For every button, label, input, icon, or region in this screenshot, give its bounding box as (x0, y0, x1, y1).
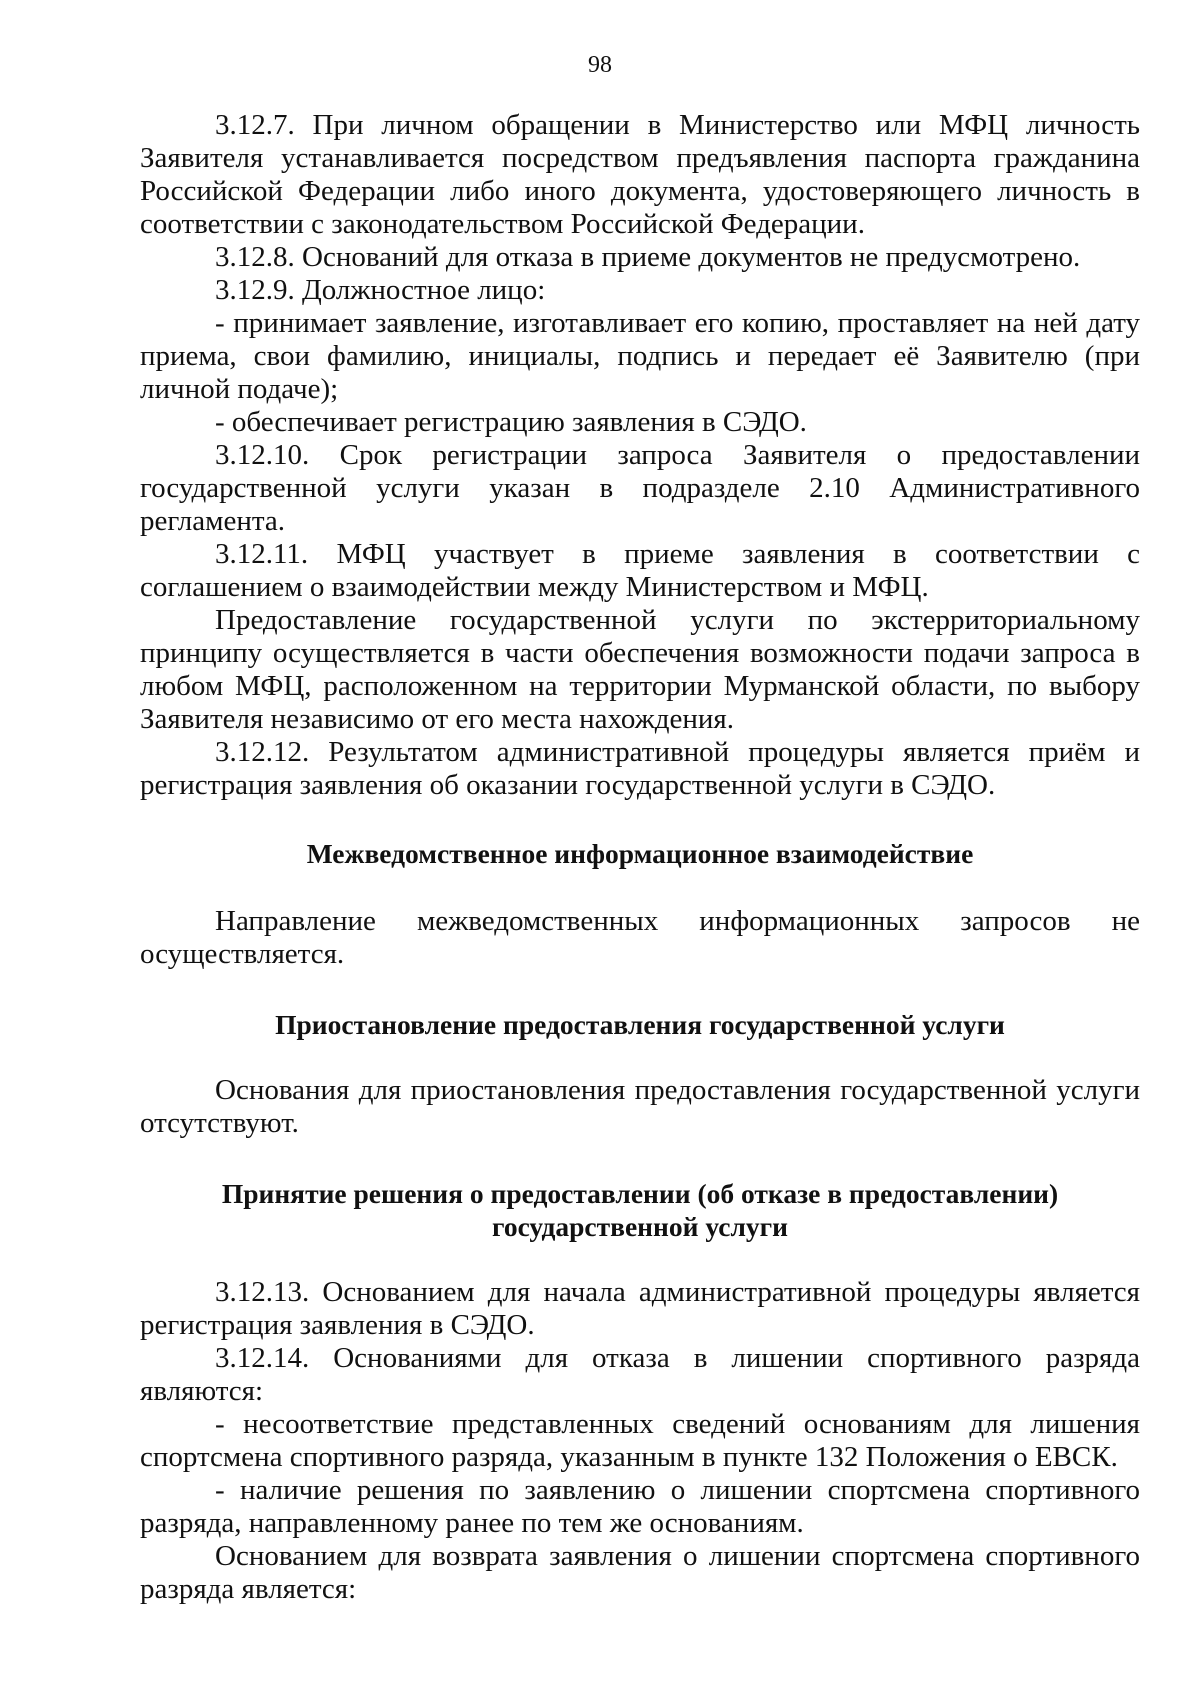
paragraph-suspension: Основания для приостановления предоставления государственной услуги отсутствуют. (140, 1074, 1140, 1139)
list-item: - принимает заявление, изготавливает его копию, проставляет на ней дату приема, свои фамилию, инициалы, подпись и передает её Заявителю (при личной подаче); (140, 307, 1140, 405)
heading-suspension: Приостановление предоставления государственной услуги (275, 1009, 1005, 1040)
heading-interagency: Межведомственное информационное взаимодействие (306, 838, 974, 869)
heading-decision (140, 1177, 1140, 1243)
paragraph-3-12-7: 3.12.7. При личном обращении в Министерство или МФЦ личность Заявителя устанавливается посредством предъявления паспорта гражданина Российской Федерации либо иного документа, удостоверяющего личность в соответствии с законодательством Российской Федерации. (140, 109, 1140, 240)
paragraph-interagency: Направление межведомственных информационных запросов не осуществляется. (140, 905, 1140, 970)
heading-decision-line-1: Принятие решения о предоставлении (об отказе в предоставлении) (221, 1178, 1059, 1209)
paragraph-return: Основанием для возврата заявления о лишении спортсмена спортивного разряда является: (140, 1540, 1140, 1605)
paragraph-3-12-10: 3.12.10. Срок регистрации запроса Заявителя о предоставлении государственной услуги указан в подразделе 2.10 Административного регламента. (140, 439, 1140, 537)
paragraph-3-12-8: 3.12.8. Оснований для отказа в приеме документов не предусмотрено. (215, 241, 1081, 273)
paragraph-3-12-9: 3.12.9. Должностное лицо: (215, 274, 546, 306)
paragraph-3-12-13: 3.12.13. Основанием для начала административной процедуры является регистрация заявления в СЭДО. (140, 1276, 1140, 1341)
list-item: - обеспечивает регистрацию заявления в СЭДО. (215, 406, 807, 438)
paragraph-3-12-11: 3.12.11. МФЦ участвует в приеме заявления в соответствии с соглашением о взаимодействии между Министерством и МФЦ. (140, 538, 1140, 603)
paragraph-3-12-14: 3.12.14. Основаниями для отказа в лишении спортивного разряда являются: (140, 1342, 1140, 1407)
list-item: - несоответствие представленных сведений основаниям для лишения спортсмена спортивного разряда, указанным в пункте 132 Положения о ЕВСК. (140, 1408, 1140, 1473)
paragraph-extraterritorial: Предоставление государственной услуги по экстерриториальному принципу осуществляется в части обеспечения возможности подачи запроса в любом МФЦ, расположенном на территории Мурманской области, по выбору Заявителя независимо от его места нахождения. (140, 604, 1140, 735)
page-number: 98 (588, 52, 612, 78)
document-body (140, 109, 1140, 1606)
list-item: - наличие решения по заявлению о лишении спортсмена спортивного разряда, направленному ранее по тем же основаниям. (140, 1474, 1140, 1539)
paragraph-3-12-12: 3.12.12. Результатом административной процедуры является приём и регистрация заявления об оказании государственной услуги в СЭДО. (140, 736, 1140, 801)
heading-decision-line-2: государственной услуги (492, 1211, 788, 1242)
